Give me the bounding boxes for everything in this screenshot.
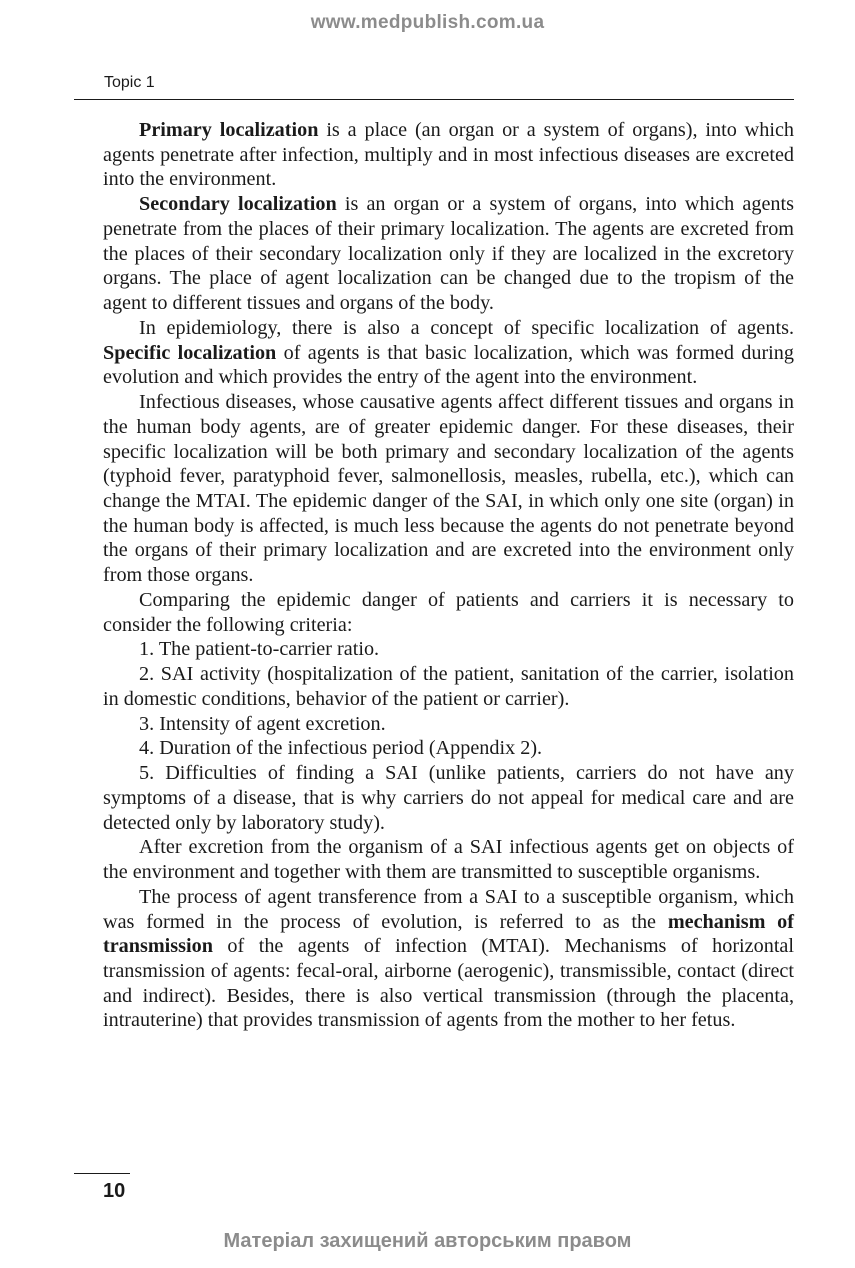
page-number: 10 (103, 1180, 126, 1202)
paragraph-text: In epidemiology, there is also a concept of specific localization of agents. (139, 316, 794, 339)
criteria-item-1: 1. The patient-to-carrier ratio. (139, 638, 380, 661)
criteria-item-4: 4. Duration of the infectious period (Appendix 2). (139, 737, 543, 760)
body-text (103, 118, 794, 1033)
paragraph-text: is an organ or a system of organs, into which agents penetrate from the places of their primary localization. The agents are excreted from the places of their secondary localization only if they are localized in the excretory organs. The place of agent localization can be changed due to the tropism of the agent to different tissues and organs of the body. (103, 193, 794, 315)
paragraph-criteria-intro: Comparing the epidemic danger of patients and carriers it is necessary to consider the following criteria: (103, 588, 794, 636)
paragraph-primary-localization (103, 118, 794, 192)
criteria-item-3: 3. Intensity of agent excretion. (139, 712, 386, 735)
header-divider (74, 99, 794, 100)
criteria-item-2: 2. SAI activity (hospitalization of the patient, sanitation of the carrier, isolation in domestic conditions, behavior of the patient or carrier). (103, 663, 794, 710)
paragraph-infectious-diseases: Infectious diseases, whose causative agents affect different tissues and organs in the human body agents, are of greater epidemic danger. For these diseases, their specific localization will be both primary and secondary localization of the agents (typhoid fever, paratyphoid fever, salmonellosis, measles, rubella, etc.), which can change the MTAI. The epidemic danger of the SAI, in which only one site (organ) in the human body is affected, is much less because the agents do not penetrate beyond the organs of their primary localization and are excreted into the environment only from those organs. (103, 391, 794, 587)
paragraph-text: of the agents of infection (MTAI). Mechanisms of horizontal transmission of agents: fecal-oral, airborne (aerogenic), transmissible, contact (direct and indirect). Besides, there is also vertical transmission (through the placenta, intrauterine) that provides transmission of agents from the mother to her fetus. (103, 935, 794, 1032)
paragraph-text: The process of agent transference from a SAI to a susceptible organism, which was formed in the process of evolution, is referred to as the (103, 885, 794, 933)
running-head: Topic 1 (104, 74, 155, 91)
term-primary-localization: Primary localization (139, 119, 319, 141)
paragraph-text: is a place (an organ or a system of organs), into which agents penetrate after infection, multiply and in most infectious diseases are excreted into the environment. (103, 119, 794, 191)
footer-divider (74, 1173, 130, 1174)
paragraph-specific-localization (103, 316, 794, 390)
criteria-item-5: 5. Difficulties of finding a SAI (unlike patients, carriers do not have any symptoms of a disease, that is why carriers do not appeal for medical care and are detected only by laboratory study). (103, 762, 794, 834)
paragraph-text: of agents is that basic localization, which was formed during evolution and which provides the entry of the agent into the environment. (103, 341, 794, 389)
paragraph-secondary-localization (103, 192, 794, 316)
copyright-notice: Матеріал захищений авторським правом (223, 1230, 632, 1252)
term-secondary-localization: Secondary localization (139, 193, 337, 216)
paragraph-mechanism-of-transmission (103, 885, 794, 1033)
paragraph-excretion: After excretion from the organism of a SAI infectious agents get on objects of the environment and together with them are transmitted to susceptible organisms. (103, 836, 794, 884)
term-specific-localization: Specific localization (103, 341, 277, 364)
term-mechanism-of-transmission: mechanism of transmission (103, 910, 794, 958)
site-url: www.medpublish.com.ua (310, 12, 545, 33)
